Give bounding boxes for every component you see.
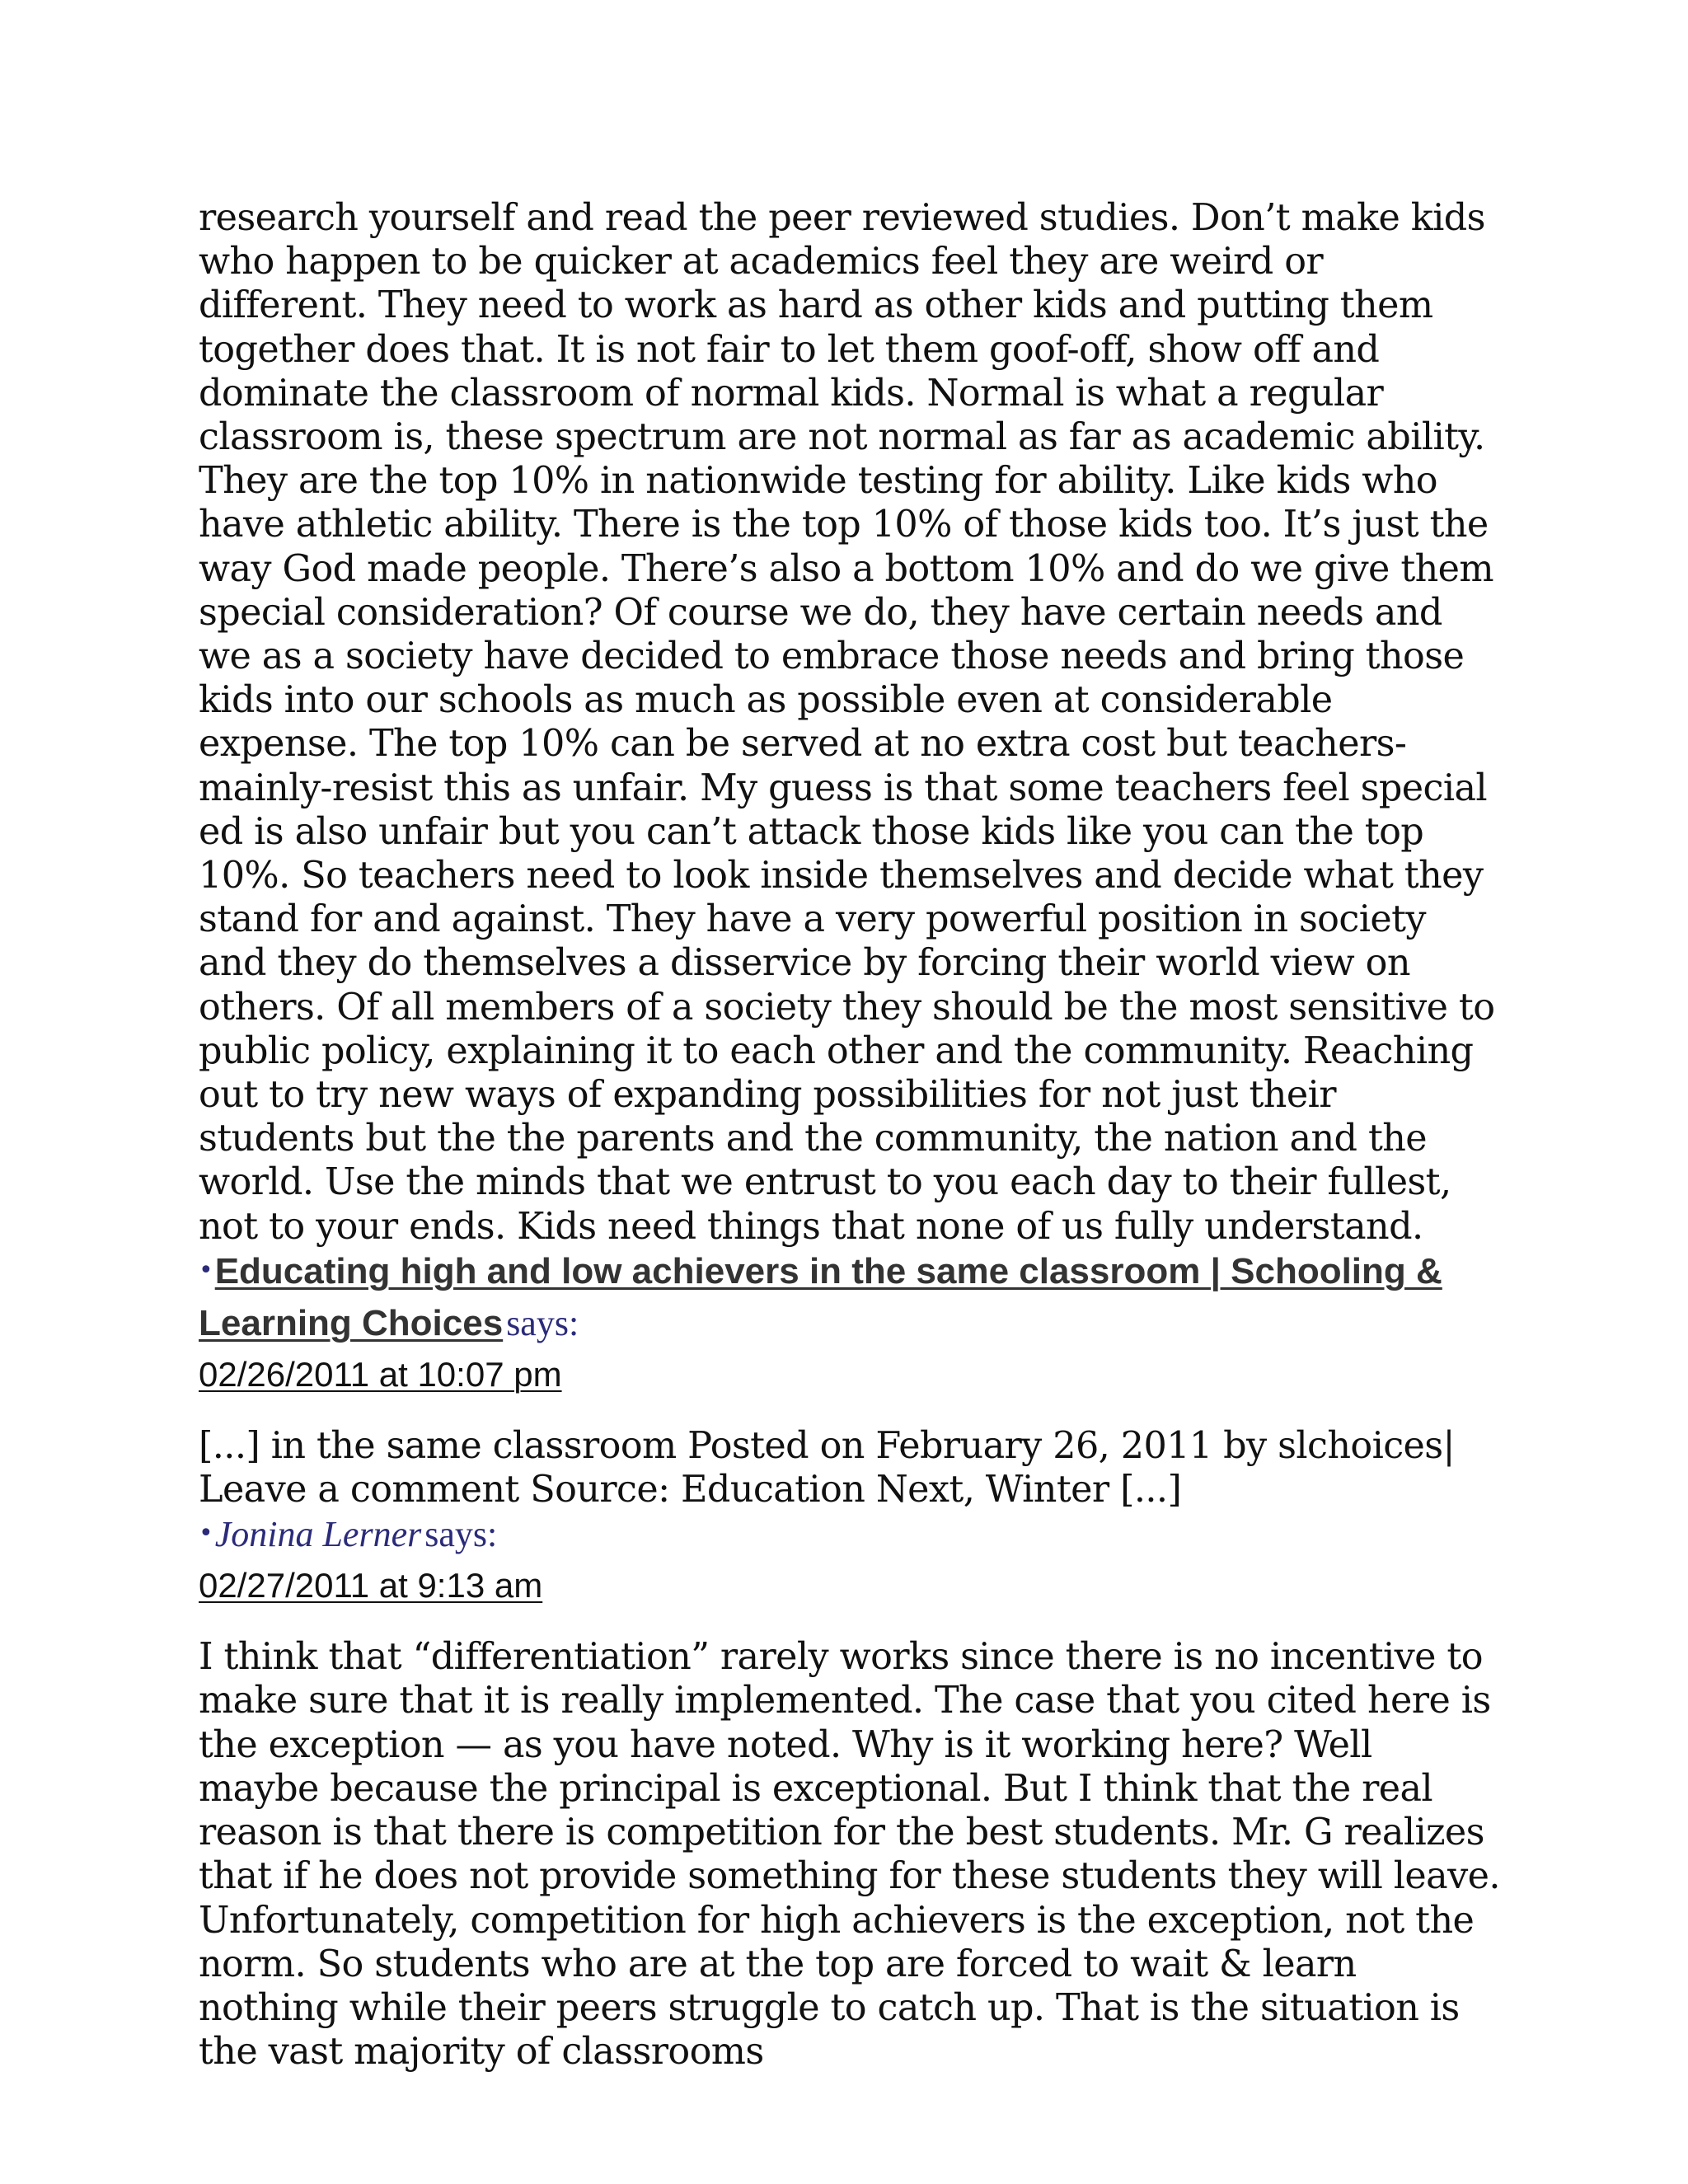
comment-timestamp-link[interactable]: 02/27/2011 at 9:13 am — [199, 1566, 543, 1605]
says-label: says: — [506, 1302, 579, 1343]
bullet-icon: • — [199, 1519, 213, 1549]
comment-body-paragraph: [...] in the same classroom Posted on February 26, 2011 by slchoices| Leave a comment Source: Education Next, Winter [...] — [199, 1424, 1455, 1511]
spacer — [199, 1396, 1501, 1424]
comment-author-name: Jonina Lerner — [214, 1514, 422, 1555]
bullet-icon: • — [199, 1255, 213, 1285]
comment-body-paragraph: I think that “differentiation” rarely works since there is no incentive to make sure that it is really implemented. The case that you cited here is the exception — as you have noted. Why is it working here? Well maybe because the principal is exceptional. But I think that the real reason is that there is competition for the best students. Mr. G realizes that if he does not provide something for these students they will leave. Unfortunately, competition for high achievers is the exception, not the norm. So students who are at the top are forced to wait & learn nothing while their peers struggle to catch up. That is the situation is the vast majority of classrooms — [199, 1636, 1500, 2074]
comment-header — [199, 1511, 1501, 1564]
spacer — [199, 1607, 1501, 1635]
says-label: says: — [424, 1514, 498, 1555]
comment-author-link[interactable]: Educating high and low achievers in the same classroom | Schooling & Learning Choices — [199, 1250, 1442, 1343]
document-page — [199, 196, 1501, 2074]
comment-header — [199, 1249, 1501, 1353]
comment-timestamp-link[interactable]: 02/26/2011 at 10:07 pm — [199, 1354, 562, 1394]
comment-body-paragraph: research yourself and read the peer reviewed studies. Don’t make kids who happen to be quicker at academics feel they are weird or different. They need to work as hard as other kids and putting them together does that. It is not fair to let them goof-off, show off and dominate the classroom of normal kids. Normal is what a regular classroom is, these spectrum are not normal as far as academic ability. They are the top 10% in nationwide testing for ability. Like kids who have athletic ability. There is the top 10% of those kids too. It’s just the way God made people. There’s also a bottom 10% and do we give them special consideration? Of course we do, they have certain needs and we as a society have decided to embrace those needs and bring those kids into our schools as much as possible even at considerable expense. The top 10% can be served at no extra cost but teachers-mainly-resist this as unfair. My guess is that some teachers feel special ed is also unfair but you can’t attack those kids like you can the top 10%. So teachers need to look inside themselves and decide what they stand for and against. They have a very powerful position in society and they do themselves a disservice by forcing their world view on others. Of all members of a society they should be the most sensitive to public policy, explaining it to each other and the community. Reaching out to try new ways of expanding possibilities for not just their students but the the parents and the community, the nation and the world. Use the minds that we entrust to you each day to their fullest, not to your ends. Kids need things that none of us fully understand. — [199, 197, 1495, 1248]
